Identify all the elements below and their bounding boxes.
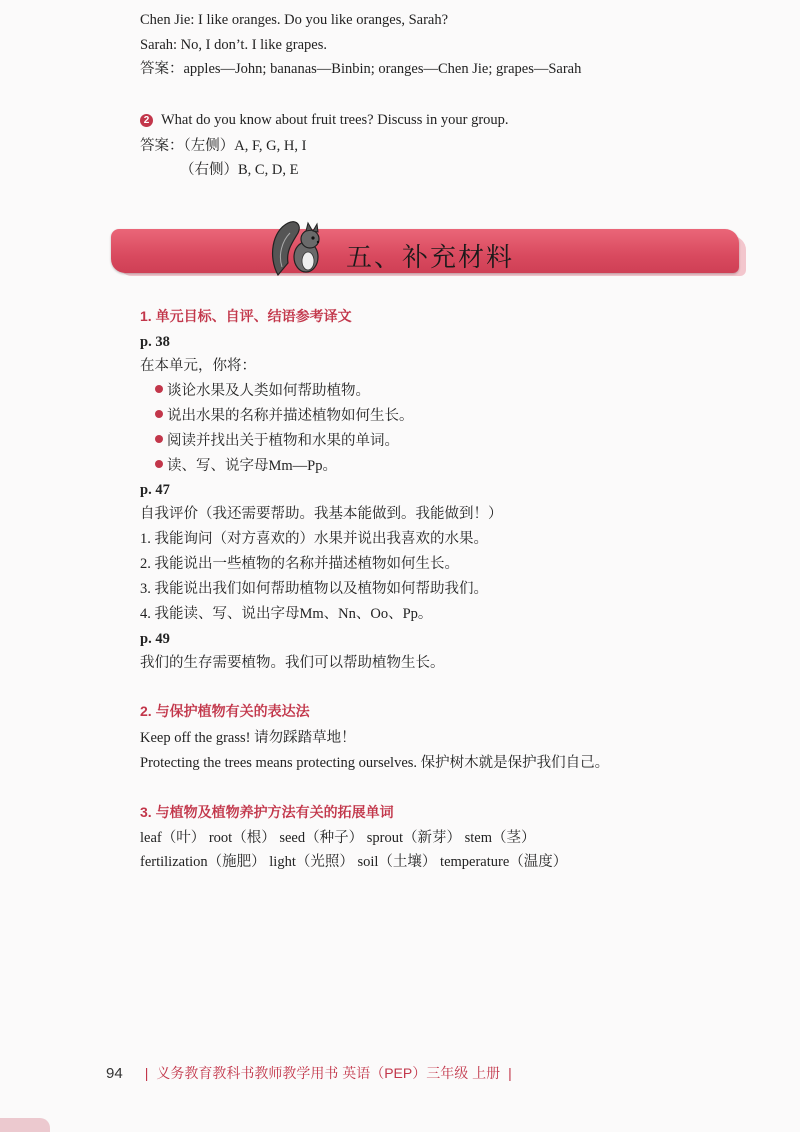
eval-item: 4. 我能读、写、说出字母Mm、Nn、Oo、Pp。 (140, 606, 433, 622)
unit-conclusion: 我们的生存需要植物。我们可以帮助植物生长。 (140, 655, 445, 671)
section-2-heading: 2. 与保护植物有关的表达法 (140, 703, 310, 719)
page-ref-38: p. 38 (140, 334, 170, 350)
question-2-text: What do you know about fruit trees? Discuss in your group. (161, 112, 509, 128)
footer-divider: | (508, 1065, 512, 1081)
page-ref-49: p. 49 (140, 631, 170, 647)
goal-bullet (155, 407, 414, 425)
goal-text: 说出水果的名称并描述植物如何生长。 (167, 408, 414, 424)
answer-2-right: （右侧）B, C, D, E (180, 162, 299, 178)
answer-1: 答案：apples—John; bananas—Binbin; oranges—Chen Jie; grapes—Sarah (140, 61, 582, 77)
expression-1: Keep off the grass! 请勿踩踏草地！ (140, 730, 356, 746)
answer-2-left: 答案：（左侧）A, F, G, H, I (140, 138, 307, 154)
eval-item: 1. 我能询问（对方喜欢的）水果并说出我喜欢的水果。 (140, 531, 488, 547)
number-2-icon: 2 (140, 114, 153, 127)
goal-text: 谈论水果及人类如何帮助植物。 (167, 383, 370, 399)
section-1-heading: 1. 单元目标、自评、结语参考译文 (140, 308, 352, 324)
banner-title: 五、补充材料 (346, 243, 515, 273)
eval-item: 3. 我能说出我们如何帮助植物以及植物如何帮助我们。 (140, 581, 488, 597)
bullet-icon (155, 435, 163, 443)
section-3-heading: 3. 与植物及植物养护方法有关的拓展单词 (140, 804, 394, 820)
self-evaluation: 自我评价（我还需要帮助。我基本能做到。我能做到！） (140, 506, 503, 522)
bullet-icon (155, 460, 163, 468)
question-2 (140, 111, 509, 129)
goal-text: 读、写、说字母Mm—Pp。 (167, 458, 337, 474)
squirrel-icon (268, 217, 326, 277)
vocab-line-1: leaf（叶） root（根） seed（种子） sprout（新芽） stem（茎） (140, 830, 536, 846)
page-number: 94 (106, 1065, 123, 1082)
goal-bullet (155, 382, 370, 400)
eval-item: 2. 我能说出一些植物的名称并描述植物如何生长。 (140, 556, 459, 572)
unit-intro: 在本单元，你将： (140, 358, 256, 374)
goal-bullet (155, 432, 399, 450)
goal-text: 阅读并找出关于植物和水果的单词。 (167, 433, 399, 449)
goal-bullet (155, 457, 337, 475)
vocab-line-2: fertilization（施肥） light（光照） soil（土壤） temperature（温度） (140, 854, 568, 870)
page-footer (106, 1063, 520, 1083)
corner-decoration (0, 1118, 50, 1132)
bullet-icon (155, 385, 163, 393)
expression-2: Protecting the trees means protecting ourselves. 保护树木就是保护我们自己。 (140, 755, 610, 771)
page-ref-47: p. 47 (140, 482, 170, 498)
bullet-icon (155, 410, 163, 418)
dialogue-line-sarah: Sarah: No, I don’t. I like grapes. (140, 37, 327, 53)
book-title: 义务教育教科书教师教学用书 英语（PEP）三年级 上册 (156, 1065, 501, 1081)
dialogue-line-chen-jie: Chen Jie: I like oranges. Do you like oranges, Sarah? (140, 12, 449, 28)
footer-divider: | (144, 1065, 149, 1081)
